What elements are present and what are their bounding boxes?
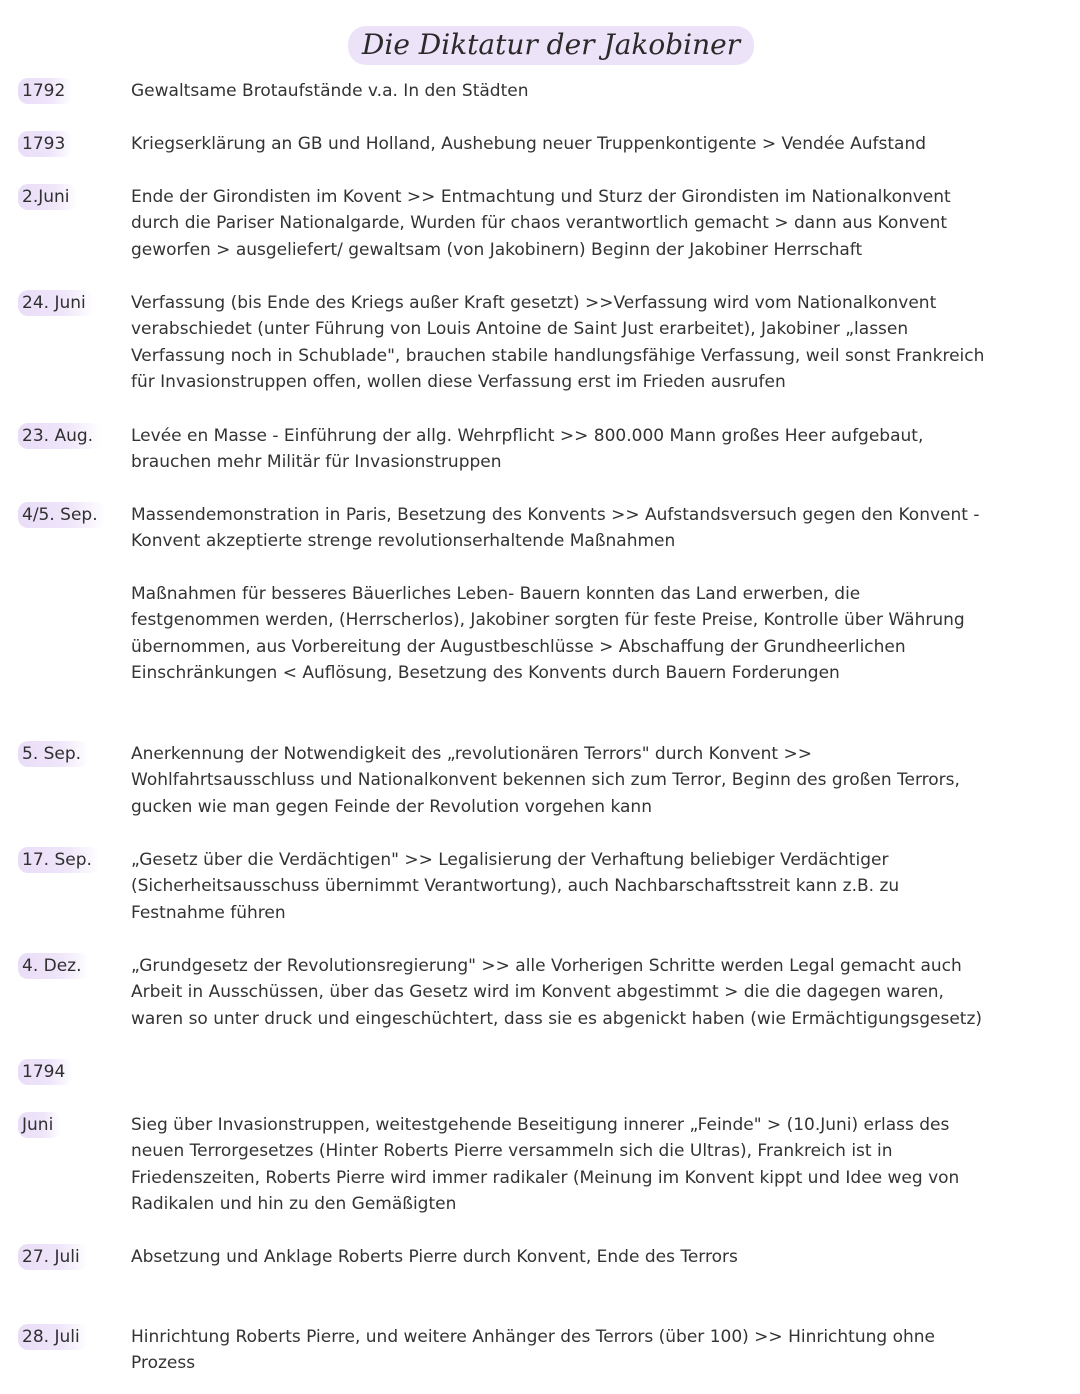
entry-text: Anerkennung der Notwendigkeit des „revolutionären Terrors" durch Konvent >> Wohlfahrtsausschluss und Nationalkonvent bekennen sich zum Terror, Beginn des großen Terrors, gucken wie man gegen Feinde der Revolution vorgehen kann xyxy=(131,744,960,817)
entry-text: Hinrichtung Roberts Pierre, und weitere Anhänger des Terrors (über 100) >> Hinrichtung ohne Prozess xyxy=(131,1327,935,1374)
entry-text: Maßnahmen für besseres Bäuerliches Leben- Bauern konnten das Land erwerben, die festgenommen werden, (Herrscherlos), Jakobiner sorgten für feste Preise, Kontrolle über Währung übernommen, aus Vorbereitung der Augustbeschlüsse > Abschaffung der Grundheerlichen Einschränkungen < Auflösung, Besetzung des Konvents durch Bauern Forderungen xyxy=(131,584,965,684)
entry-text: Kriegserklärung an GB und Holland, Aushebung neuer Truppenkontigente > Vendée Aufstand xyxy=(131,134,927,154)
entry-date: 4. Dez. xyxy=(18,953,90,979)
entry-date: 5. Sep. xyxy=(18,741,89,767)
entry-date: 28. Juli xyxy=(18,1324,88,1350)
page-title: Die Diktatur der Jakobiner xyxy=(348,26,754,65)
entry-text: Gewaltsame Brotaufstände v.a. In den Städten xyxy=(131,81,529,101)
entry-date: Juni xyxy=(18,1112,61,1138)
entry-text: Absetzung und Anklage Roberts Pierre durch Konvent, Ende des Terrors xyxy=(131,1247,738,1267)
entry-date: 1793 xyxy=(18,131,73,157)
entry-text: „Grundgesetz der Revolutionsregierung" >> alle Vorherigen Schritte werden Legal gemacht auch Arbeit in Ausschüssen, über das Gesetz wird im Konvent abgestimmt > die die dagegen waren, waren so unter druck und eingeschüchtert, dass sie es abgenickt haben (wie Ermächtigungsgesetz) xyxy=(131,956,983,1029)
entry-date: 2.Juni xyxy=(18,184,78,210)
entry-date: 27. Juli xyxy=(18,1244,88,1270)
entry-date: 4/5. Sep. xyxy=(18,502,106,528)
entry-text: Massendemonstration in Paris, Besetzung des Konvents >> Aufstandsversuch gegen den Konvent - Konvent akzeptierte strenge revolutionserhaltende Maßnahmen xyxy=(131,505,980,552)
entry-text: Sieg über Invasionstruppen, weitestgehende Beseitigung innerer „Feinde" > (10.Juni) erlass des neuen Terrorgesetzes (Hinter Roberts Pierre versammeln sich die Ultras), Frankreich ist in Friedenszeiten, Roberts Pierre wird immer radikaler (Meinung im Konvent kippt und Idee weg von Radikalen und hin zu den Gemäßigten xyxy=(131,1115,960,1215)
entry-date: 1792 xyxy=(18,78,73,104)
entry-date: 17. Sep. xyxy=(18,847,100,873)
entry-text: Verfassung (bis Ende des Kriegs außer Kraft gesetzt) >>Verfassung wird vom Nationalkonvent verabschiedet (unter Führung von Louis Antoine de Saint Just erarbeitet), Jakobiner „lassen Verfassung noch in Schublade", brauchen stabile handlungsfähige Verfassung, weil sonst Frankreich für Invasionstruppen offen, wollen diese Verfassung erst im Frieden ausrufen xyxy=(131,293,985,393)
entry-text: Ende der Girondisten im Kovent >> Entmachtung und Sturz der Girondisten im Nationalkonvent durch die Pariser Nationalgarde, Wurden für chaos verantwortlich gemacht > dann aus Konvent geworfen > ausgeliefert/ gewaltsam (von Jakobinern) Beginn der Jakobiner Herrschaft xyxy=(131,187,951,260)
entry-text: Levée en Masse - Einführung der allg. Wehrpflicht >> 800.000 Mann großes Heer aufgebaut, brauchen mehr Militär für Invasionstruppen xyxy=(131,426,924,473)
entry-date: 23. Aug. xyxy=(18,423,101,449)
entry-date: 1794 xyxy=(18,1059,73,1085)
title-container xyxy=(0,26,1080,65)
entry-text: „Gesetz über die Verdächtigen" >> Legalisierung der Verhaftung beliebiger Verdächtiger (Sicherheitsausschuss übernimmt Verantwortung), auch Nachbarschaftsstreit kann z.B. zu Festnahme führen xyxy=(131,850,900,923)
entry-date: 24. Juni xyxy=(18,290,94,316)
